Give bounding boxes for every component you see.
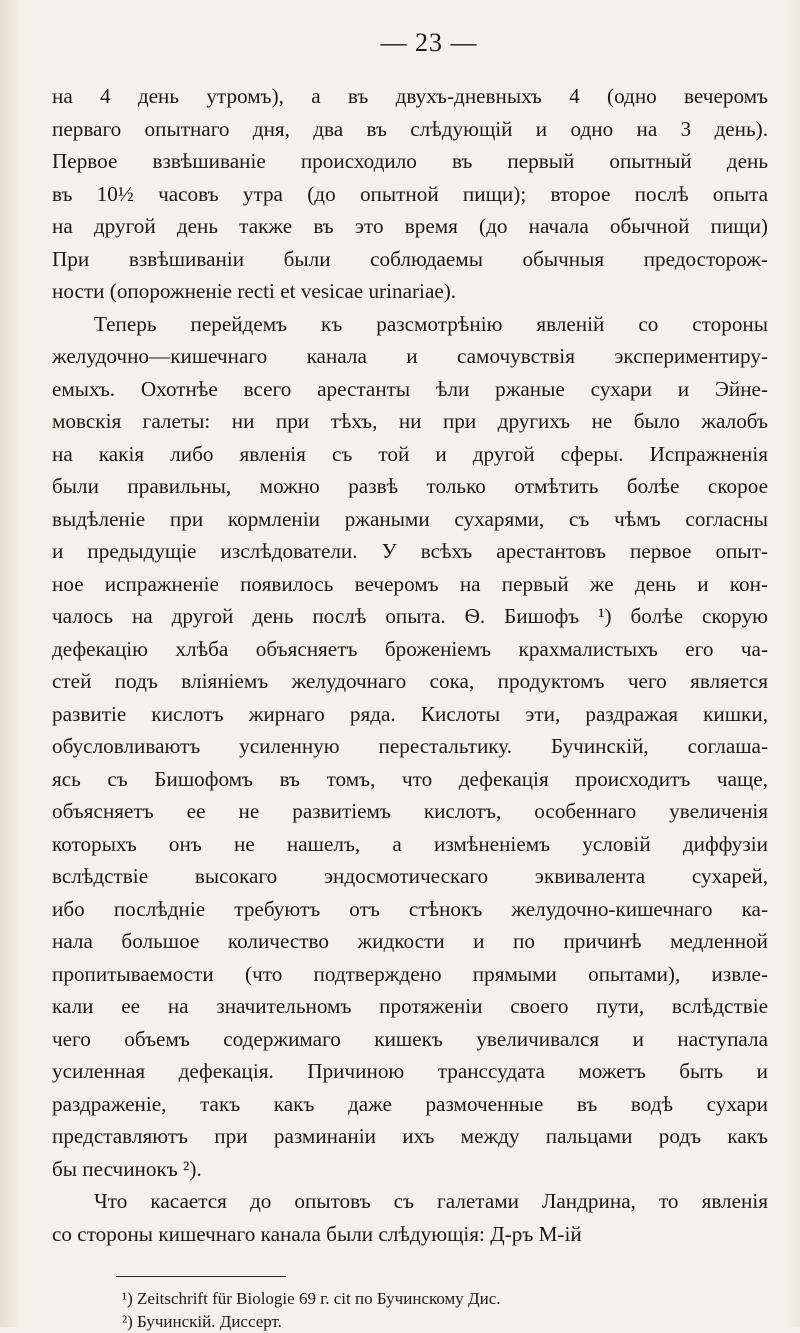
text-line: желудочно—кишечнаго канала и самочувствія экспериментиру- — [52, 344, 768, 368]
text-line: которыхъ онъ не нашелъ, а измѣненіемъ условій диффузіи — [52, 831, 768, 856]
page-edge-shadow — [0, 0, 22, 1327]
text-line: Что касается до опытовъ съ галетами Ландрина, то явленія — [94, 1189, 768, 1213]
text-line: на другой день также въ это время (до начала обычной пищи) — [52, 214, 768, 238]
paragraph — [52, 308, 768, 1186]
text-line: на какія либо явленія съ той и другой сферы. Испражненія — [52, 441, 768, 466]
text-line: въ 10½ часовъ утра (до опытной пищи); второе послѣ опыта — [52, 181, 768, 206]
footnote-1: ¹) Zeitschrift für Biologie 69 г. cit по Бучинскому Дис. — [122, 1289, 501, 1308]
text-line: Теперь перейдемъ къ разсмотрѣнію явленій со стороны — [94, 311, 768, 336]
text-line: представляютъ при разминаніи ихъ между пальцами родъ какъ — [52, 1124, 768, 1148]
text-line: емыхъ. Охотнѣе всего арестанты ѣли ржаные сухари и Эйне- — [52, 376, 768, 401]
footnote-divider — [116, 1276, 286, 1277]
text-line: бы песчинокъ ²). — [52, 1156, 202, 1181]
text-line: ности (опорожненіе recti et vesicae urinariae). — [52, 279, 457, 303]
text-line: При взвѣшиваніи были соблюдаемы обычныя предосторож- — [52, 246, 768, 271]
text-line: раздраженіе, такъ какъ даже размоченные въ водѣ сухари — [52, 1091, 768, 1116]
footnotes — [52, 1287, 768, 1333]
body-text — [52, 80, 768, 1250]
text-line: дефекацію хлѣба объясняетъ броженіемъ крахмалистыхъ его ча- — [52, 636, 768, 661]
text-line: вслѣдствіе высокаго эндосмотическаго эквивалента сухарей, — [52, 864, 768, 888]
text-line: Первое взвѣшиваніе происходило въ первый опытный день — [52, 149, 768, 173]
text-line: кали ее на значительномъ протяженіи своего пути, вслѣдствіе — [52, 994, 768, 1018]
paragraph — [52, 80, 768, 308]
text-line: чего объемъ содержимаго кишекъ увеличивался и наступала — [52, 1026, 768, 1051]
text-line: ное испражненіе появилось вечеромъ на первый же день и кон- — [52, 571, 768, 596]
text-line: выдѣленіе при кормленіи ржаными сухарями, съ чѣмъ согласны — [52, 506, 768, 531]
document-page — [52, 28, 768, 1333]
text-line: стей подъ вліяніемъ желудочнаго сока, продуктомъ чего является — [52, 669, 768, 693]
paragraph — [52, 1185, 768, 1250]
text-line: пропитываемости (что подтверждено прямыми опытами), извле- — [52, 961, 768, 986]
text-line: ибо послѣдніе требуютъ отъ стѣнокъ желудочно-кишечнаго ка- — [52, 896, 768, 921]
text-line: обусловливаютъ усиленную перестальтику. Бучинскій, соглаша- — [52, 734, 768, 758]
text-line: перваго опытнаго дня, два въ слѣдующій и одно на 3 день). — [52, 116, 768, 141]
text-line: усиленная дефекація. Причиною транссудата можетъ быть и — [52, 1059, 768, 1083]
page-number: — 23 — — [380, 28, 478, 57]
text-line: были правильны, можно развѣ только отмѣтить болѣе скорое — [52, 474, 768, 498]
text-line: ясь съ Бишофомъ въ томъ, что дефекація происходитъ чаще, — [52, 766, 768, 791]
text-line: объясняетъ ее не развитіемъ кислотъ, особеннаго увеличенія — [52, 799, 768, 823]
text-line: мовскія галеты: ни при тѣхъ, ни при другихъ не было жалобъ — [52, 409, 768, 433]
text-line: на 4 день утромъ), а въ двухъ-дневныхъ 4 (одно вечеромъ — [52, 84, 768, 108]
text-line: со стороны кишечнаго канала были слѣдующія: Д-ръ М-ій — [52, 1221, 582, 1246]
text-line: и предыдущіе изслѣдователи. У всѣхъ арестантовъ первое опыт- — [52, 539, 768, 563]
page-edge-shadow-right — [786, 0, 800, 1327]
text-line: развитіе кислотъ жирнаго ряда. Кислоты эти, раздражая кишки, — [52, 701, 768, 726]
footnote-2: ²) Бучинскій. Диссерт. — [122, 1312, 282, 1331]
text-line: нала большое количество жидкости и по причинѣ медленной — [52, 929, 768, 953]
text-line: чалось на другой день послѣ опыта. Ѳ. Бишофъ ¹) болѣе скорую — [52, 604, 768, 628]
